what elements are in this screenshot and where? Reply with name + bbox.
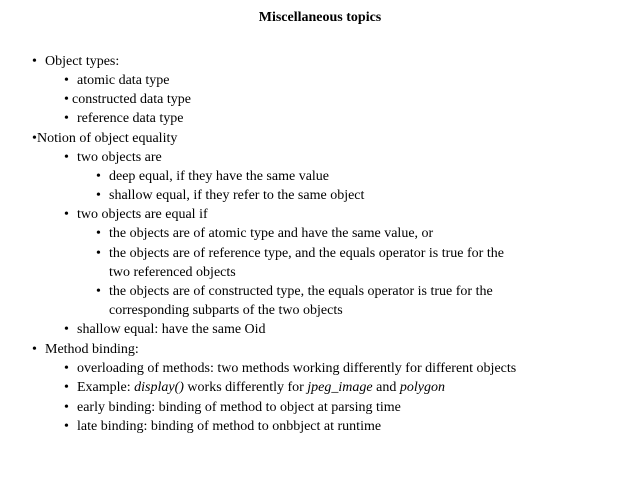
bullet-icon: • [64, 380, 69, 395]
two-objects-are-item: two objects are [77, 150, 162, 165]
example-middle: works differently for [183, 380, 308, 395]
equal-if-item: two objects are equal if [77, 207, 208, 222]
bullet-icon: • [96, 226, 101, 241]
bullet-icon: • [32, 131, 37, 146]
bullet-icon: • [64, 361, 69, 376]
atomic-type-item: atomic data type [77, 73, 170, 88]
bullet-icon: • [64, 92, 69, 107]
reference-case-item: the objects are of reference type, and the equals operator is true for the [109, 246, 504, 261]
example-class-jpeg: jpeg_image [307, 380, 373, 395]
atomic-case-item: the objects are of atomic type and have the same value, or [109, 226, 434, 241]
late-binding-item: late binding: binding of method to onbbject at runtime [77, 419, 382, 434]
example-class-polygon: polygon [399, 380, 445, 395]
example-and: and [372, 380, 400, 395]
deep-equal-item: deep equal, if they have the same value [109, 169, 330, 184]
bullet-icon: • [96, 188, 101, 203]
bullet-icon: • [96, 169, 101, 184]
example-prefix: Example: [77, 380, 135, 395]
slide-title: Miscellaneous topics [258, 10, 382, 25]
bullet-icon: • [32, 54, 37, 69]
example-item [77, 378, 445, 397]
constructed-case-continuation: corresponding subparts of the two objects [109, 303, 343, 318]
bullet-icon: • [64, 322, 69, 337]
bullet-icon: • [96, 284, 101, 299]
shallow-equal-item: shallow equal, if they refer to the same object [109, 188, 365, 203]
overloading-item: overloading of methods: two methods working differently for different objects [77, 361, 517, 376]
reference-type-item: reference data type [77, 111, 184, 126]
early-binding-item: early binding: binding of method to object at parsing time [77, 400, 401, 415]
bullet-icon: • [64, 400, 69, 415]
bullet-icon: • [64, 73, 69, 88]
method-binding-item: Method binding: [45, 342, 139, 357]
bullet-icon: • [64, 111, 69, 126]
equality-item: Notion of object equality [37, 131, 178, 146]
bullet-icon: • [64, 419, 69, 434]
bullet-icon: • [32, 342, 37, 357]
bullet-icon: • [96, 246, 101, 261]
object-types-item: Object types: [45, 54, 120, 69]
shallow-oid-item: shallow equal: have the same Oid [77, 322, 266, 337]
example-method: display() [134, 380, 184, 395]
constructed-type-item: constructed data type [72, 92, 191, 107]
bullet-icon: • [64, 207, 69, 222]
reference-case-continuation: two referenced objects [109, 265, 236, 280]
bullet-icon: • [64, 150, 69, 165]
constructed-case-item: the objects are of constructed type, the equals operator is true for the [109, 284, 493, 299]
